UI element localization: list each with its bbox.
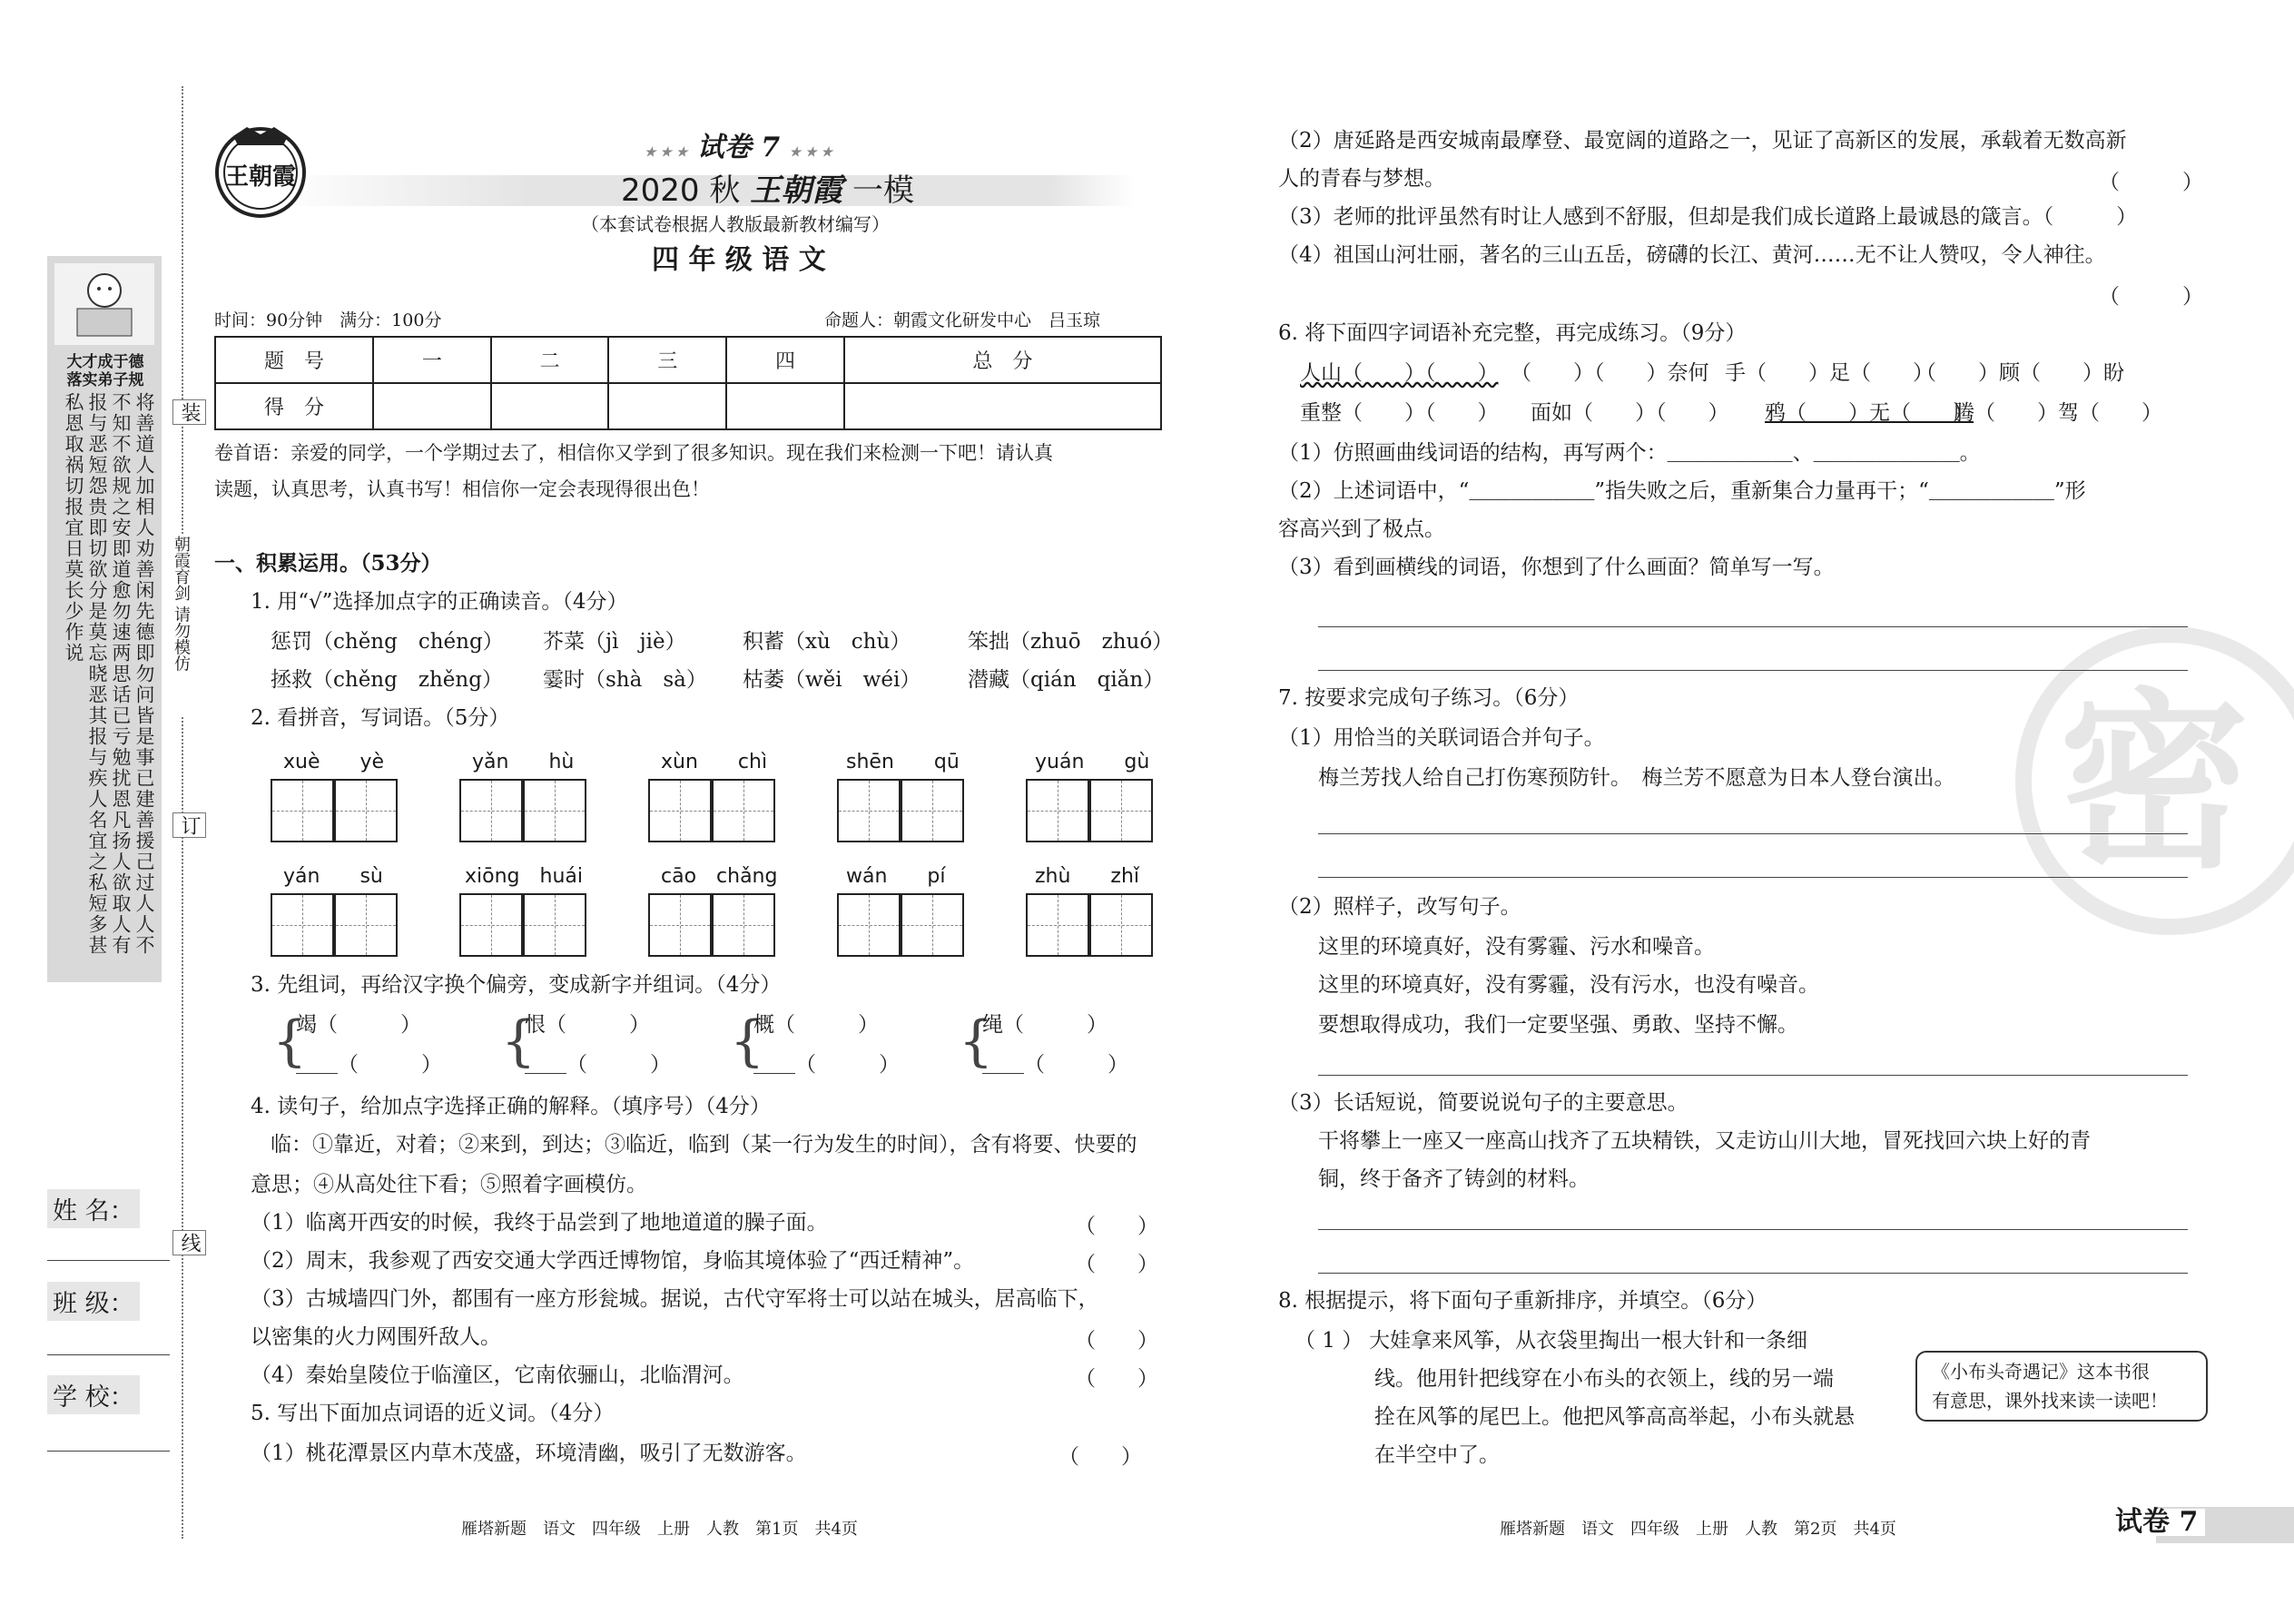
q6-idiom[interactable]: 面如（ ）（ ） bbox=[1531, 401, 1729, 425]
q1-option[interactable]: 拯救（chěng zhěng） bbox=[271, 668, 503, 692]
q3-item[interactable]: 恨（ ） bbox=[525, 1013, 650, 1037]
score-col-total: 总 分 bbox=[844, 337, 1161, 383]
score-row-label: 得 分 bbox=[215, 383, 373, 429]
score-col-4: 四 bbox=[726, 337, 844, 383]
q6-part-2-cont: 容高兴到了极点。 bbox=[1278, 517, 1445, 541]
paper-number: ★ ★ ★ 试卷 7 ★ ★ ★ bbox=[645, 132, 833, 163]
q5-sentence-2: （2）唐延路是西安城南最摩登、最宽阔的道路之一，见证了高新区的发展，承载着无数高新 bbox=[1278, 129, 2127, 153]
q3-blank[interactable]: ＿＿（ ） bbox=[525, 1053, 671, 1077]
q7-part-1: （1）用恰当的关联词语合并句子。 bbox=[1278, 726, 1605, 750]
q4-definitions: 临：①靠近，对着；②来到，到达；③临近，临到（某一行为发生的时间），含有将要、快要的 bbox=[271, 1133, 1137, 1156]
logo-text: 王朝霞 bbox=[224, 163, 296, 191]
brace: { bbox=[272, 1009, 308, 1073]
q3-blank[interactable]: ＿＿（ ） bbox=[982, 1053, 1128, 1077]
q1-option[interactable]: 芥菜（jì jiè） bbox=[543, 630, 686, 654]
q1-option[interactable]: 积蓄（xù chù） bbox=[743, 630, 911, 654]
q8-line-3: 拴在风筝的尾巴上。他把风筝高高举起，小布头就悬 bbox=[1374, 1405, 1855, 1429]
q8-order-number[interactable]: （ 1 ） bbox=[1295, 1329, 1364, 1353]
footer-left: 雁塔新题 语文 四年级 上册 人教 第1页 共4页 bbox=[461, 1520, 858, 1539]
pinyin-label: cāo chǎng bbox=[661, 865, 778, 888]
answer-line[interactable] bbox=[1318, 1229, 2188, 1230]
q3-item[interactable]: 绳（ ） bbox=[982, 1013, 1108, 1037]
page-tab bbox=[2097, 1507, 2294, 1543]
q1-option[interactable]: 潜藏（qián qiǎn） bbox=[968, 668, 1165, 692]
answer-line[interactable] bbox=[1318, 833, 2188, 834]
answer-paren[interactable]: （ ） bbox=[1075, 1329, 1158, 1353]
q4-sentence-4: （4）秦始皇陵位于临潼区，它南依骊山，北临渭河。 bbox=[251, 1363, 744, 1387]
score-cell[interactable] bbox=[726, 383, 844, 429]
reading-tip-line-1: 《小布头奇遇记》这本书很 bbox=[1932, 1361, 2150, 1383]
pinyin-label: shēn qū bbox=[846, 751, 960, 773]
score-table bbox=[214, 336, 1162, 430]
q1-title: 1. 用“√”选择加点字的正确读音。（4分） bbox=[251, 590, 628, 614]
q3-title: 3. 先组词，再给汉字换个偏旁，变成新字并组词。（4分） bbox=[251, 973, 782, 997]
score-cell[interactable] bbox=[608, 383, 726, 429]
answer-line[interactable] bbox=[1318, 1273, 2188, 1274]
q6-idiom[interactable]: 人山（ ）（ ） bbox=[1300, 361, 1499, 385]
binding-mark-ding: 订 bbox=[172, 812, 206, 838]
score-cell[interactable] bbox=[373, 383, 491, 429]
secret-stamp bbox=[2015, 626, 2294, 935]
q8-line-1: 大娃拿来风筝，从衣袋里掏出一根大针和一条细 bbox=[1369, 1329, 1807, 1353]
q4-title: 4. 读句子，给加点字选择正确的解释。（填序号）（4分） bbox=[251, 1095, 771, 1118]
reading-tip-bubble bbox=[1915, 1351, 2208, 1422]
q8-title: 8. 根据提示，将下面句子重新排序，并填空。（6分） bbox=[1278, 1289, 1767, 1313]
writing-grid[interactable] bbox=[1026, 779, 1160, 842]
exam-title: 2020 秋 王朝霞 一模 bbox=[621, 172, 914, 209]
q7-part-1-sentence: 梅兰芳找人给自己打伤寒预防针。 梅兰芳不愿意为日本人登台演出。 bbox=[1318, 766, 1955, 790]
writing-grid[interactable] bbox=[837, 779, 971, 842]
intro-line-1: 卷首语：亲爱的同学，一个学期过去了，相信你又学到了很多知识。现在我们来检测一下吧！请认真 bbox=[214, 442, 1053, 464]
q7-passage-cont: 铜，终于备齐了铸剑的材料。 bbox=[1318, 1167, 1590, 1191]
q7-part-2: （2）照样子，改写句子。 bbox=[1278, 895, 1521, 919]
class-field[interactable] bbox=[47, 1354, 170, 1355]
q4-sentence-3: （3）古城墙四门外，都围有一座方形瓮城。据说，古代守军将士可以站在城头，居高临下， bbox=[251, 1287, 1099, 1311]
answer-paren[interactable]: （ ） bbox=[1058, 1445, 1142, 1469]
star-right-icon: ★ ★ ★ bbox=[789, 145, 833, 160]
q7-prompt: 要想取得成功，我们一定要坚强、勇敢、坚持不懈。 bbox=[1318, 1013, 1798, 1037]
name-field[interactable] bbox=[47, 1260, 170, 1261]
q2-title: 2. 看拼音，写词语。（5分） bbox=[251, 706, 510, 730]
writing-grid[interactable] bbox=[459, 779, 594, 842]
name-label: 姓 名： bbox=[47, 1189, 140, 1228]
q4-definitions-cont: 意思；④从高处往下看；⑤照着字画模仿。 bbox=[251, 1173, 647, 1196]
q1-option[interactable]: 笨拙（zhuō zhuó） bbox=[968, 630, 1174, 654]
pinyin-label: xuè yè bbox=[283, 751, 385, 773]
q5-sentence-2-cont: 人的青春与梦想。 bbox=[1278, 167, 1445, 191]
answer-line[interactable] bbox=[1318, 670, 2188, 671]
exam-author: 命题人：朝霞文化研发中心 吕玉琼 bbox=[824, 310, 1101, 330]
secret-stamp-char: 密 bbox=[2059, 670, 2250, 894]
score-header: 题 号 bbox=[215, 337, 373, 383]
q3-item[interactable]: 概（ ） bbox=[753, 1013, 879, 1037]
footer-right: 雁塔新题 语文 四年级 上册 人教 第2页 共4页 bbox=[1500, 1520, 1896, 1539]
q6-part-2: （2）上述词语中，“＿＿＿＿＿＿”指失败之后，重新集合力量再干；“＿＿＿＿＿＿”形 bbox=[1278, 479, 2086, 503]
q4-sentence-1: （1）临离开西安的时候，我终于品尝到了地地道道的臊子面。 bbox=[251, 1211, 828, 1235]
pinyin-label: yǎn hù bbox=[472, 751, 575, 773]
q5-sentence-3: （3）老师的批评虽然有时让人感到不舒服，但却是我们成长道路上最诚恳的箴言。（ ） bbox=[1278, 205, 2138, 229]
answer-line[interactable] bbox=[1318, 1075, 2188, 1076]
q7-passage: 干将攀上一座又一座高山找齐了五块精铁，又走访山川大地，冒死找回六块上好的青 bbox=[1318, 1129, 2091, 1153]
q3-blank[interactable]: ＿＿（ ） bbox=[753, 1053, 900, 1077]
q6-part-1: （1）仿照画曲线词语的结构，再写两个：＿＿＿＿＿＿、＿＿＿＿＿＿＿。 bbox=[1278, 441, 1981, 465]
binding-mark-xian: 线 bbox=[172, 1230, 206, 1255]
score-cell[interactable] bbox=[491, 383, 609, 429]
sidebar-cartoon bbox=[54, 263, 154, 345]
pinyin-label: xùn chì bbox=[661, 751, 768, 773]
score-cell[interactable] bbox=[844, 383, 1161, 429]
binding-mark-notice: 朝霞育剑 请勿模仿 bbox=[169, 536, 192, 717]
pinyin-label: xiōng huái bbox=[465, 865, 583, 888]
writing-grid[interactable] bbox=[459, 893, 594, 957]
grade-subject: 四 年 级 语 文 bbox=[652, 244, 826, 276]
q7-example-2: 这里的环境真好，没有雾霾，没有污水，也没有噪音。 bbox=[1318, 973, 1819, 997]
q6-part-3: （3）看到画横线的词语，你想到了什么画面？简单写一写。 bbox=[1278, 556, 1835, 579]
answer-paren[interactable]: （ ） bbox=[2099, 171, 2203, 194]
q6-idiom[interactable]: 重整（ ）（ ） bbox=[1300, 401, 1499, 425]
q7-example-1: 这里的环境真好，没有雾霾、污水和噪音。 bbox=[1318, 935, 1715, 959]
answer-paren[interactable]: （ ） bbox=[1075, 1215, 1158, 1238]
school-label: 学 校： bbox=[47, 1375, 140, 1414]
writing-grid[interactable] bbox=[837, 893, 971, 957]
q5-sentence-1: （1）桃花潭景区内草木茂盛，环境清幽，吸引了无数游客。 bbox=[251, 1442, 807, 1465]
answer-paren[interactable]: （ ） bbox=[1075, 1367, 1158, 1391]
q4-sentence-3-cont: 以密集的火力网围歼敌人。 bbox=[251, 1325, 501, 1349]
q6-idiom[interactable]: （ ）（ ）奈何 bbox=[1511, 361, 1709, 385]
sidebar-motto-2: 落实弟子规 bbox=[66, 371, 144, 389]
school-field[interactable] bbox=[47, 1451, 170, 1452]
pinyin-label: wán pí bbox=[846, 865, 946, 888]
q1-option[interactable]: 霎时（shà sà） bbox=[543, 668, 707, 692]
q3-blank[interactable]: ＿＿（ ） bbox=[296, 1053, 442, 1077]
q5-title: 5. 写出下面加点词语的近义词。（4分） bbox=[251, 1402, 615, 1425]
writing-grid[interactable] bbox=[271, 779, 405, 842]
exam-time: 时间：90分钟 满分：100分 bbox=[214, 310, 442, 330]
score-col-3: 三 bbox=[608, 337, 726, 383]
star-left-icon: ★ ★ ★ bbox=[645, 145, 688, 160]
writing-grid[interactable] bbox=[271, 893, 405, 957]
pinyin-label: yuán gù bbox=[1035, 751, 1150, 773]
q6-idiom[interactable]: 鸦（ ）无（ ） bbox=[1765, 401, 1974, 425]
q4-sentence-2: （2）周末，我参观了西安交通大学西迁博物馆，身临其境体验了“西迁精神”。 bbox=[251, 1249, 975, 1273]
writing-grid[interactable] bbox=[648, 893, 783, 957]
answer-paren[interactable]: （ ） bbox=[1075, 1253, 1158, 1276]
pinyin-label: zhù zhǐ bbox=[1035, 865, 1140, 888]
section-1-title: 一、积累运用。（53分） bbox=[214, 551, 442, 576]
q7-title: 7. 按要求完成句子练习。（6分） bbox=[1278, 686, 1580, 710]
class-label: 班 级： bbox=[47, 1282, 140, 1321]
brace: { bbox=[959, 1009, 994, 1073]
q6-idiom[interactable]: 腾（ ）驾（ ） bbox=[1954, 401, 2162, 425]
answer-line[interactable] bbox=[1318, 626, 2188, 627]
reading-tip-line-2: 有意思，课外找来读一读吧！ bbox=[1932, 1390, 2168, 1412]
sidebar-motto-1: 大才成于德 bbox=[66, 353, 144, 371]
sidebar-verse: 将善道人加相人劝善闲先德即勿问皆是事已建善援己过人人不不知不欲规之安即道愈勿速两思话已亏勉扰恩凡扬人欲取人有报与恶短怨贵即切欲分是莫忘晓恶其报与疾人名宜之私短多甚私恩取祸切报宜日莫长少作说 bbox=[63, 392, 155, 956]
pinyin-label: yán sù bbox=[283, 865, 383, 888]
logo bbox=[211, 120, 310, 220]
q5-sentence-4: （4）祖国山河壮丽，著名的三山五岳，磅礴的长江、黄河……无不让人赞叹，令人神往。 bbox=[1278, 243, 2106, 267]
q6-idiom[interactable]: 手（ ）足（ ） bbox=[1725, 361, 1934, 385]
q7-part-3: （3）长话短说，简要说说句子的主要意思。 bbox=[1278, 1091, 1689, 1115]
q8-line-2: 线。他用针把线穿在小布头的衣领上，线的另一端 bbox=[1374, 1367, 1834, 1391]
page-tab-label: 试卷 7 bbox=[2108, 1509, 2205, 1536]
binding-mark-zhuang: 装 bbox=[172, 399, 206, 425]
brace: { bbox=[501, 1009, 537, 1073]
writing-grid[interactable] bbox=[1026, 893, 1160, 957]
q3-item[interactable]: 竭（ ） bbox=[296, 1013, 421, 1037]
edition-note: （本套试卷根据人教版最新教材编写） bbox=[581, 213, 890, 235]
q6-idiom[interactable]: （ ）顾（ ）盼 bbox=[1915, 361, 2124, 385]
q1-option[interactable]: 惩罚（chěng chéng） bbox=[271, 630, 504, 654]
answer-paren[interactable]: （ ） bbox=[2099, 285, 2203, 309]
q1-option[interactable]: 枯萎（wěi wéi） bbox=[743, 668, 921, 692]
answer-line[interactable] bbox=[1318, 877, 2188, 878]
intro-line-2: 读题，认真思考，认真书写！相信你一定会表现得很出色！ bbox=[214, 478, 710, 500]
writing-grid[interactable] bbox=[648, 779, 783, 842]
q8-line-4: 在半空中了。 bbox=[1374, 1443, 1500, 1467]
score-col-1: 一 bbox=[373, 337, 491, 383]
score-col-2: 二 bbox=[491, 337, 609, 383]
brace: { bbox=[730, 1009, 765, 1073]
q6-title: 6. 将下面四字词语补充完整，再完成练习。（9分） bbox=[1278, 321, 1747, 345]
